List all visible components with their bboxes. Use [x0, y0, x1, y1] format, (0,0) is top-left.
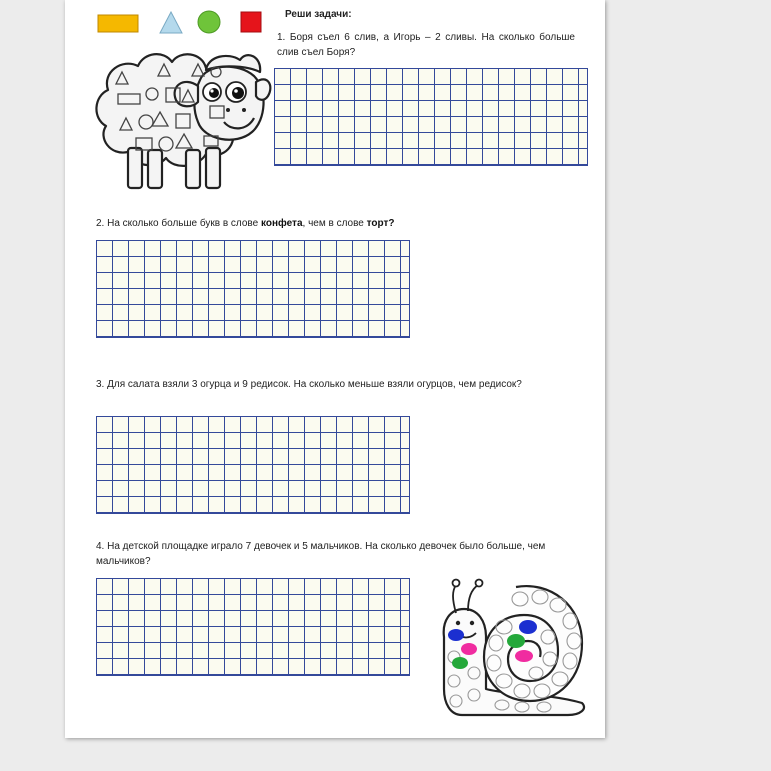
shape-legend	[95, 8, 270, 38]
task-2-text: 2. На сколько больше букв в слове конфета, чем в слове торт?	[96, 218, 395, 229]
answer-grid-1[interactable]	[274, 68, 588, 166]
answer-grid-4[interactable]	[96, 578, 410, 676]
task-1-text: 1. Боря съел 6 слив, а Игорь – 2 сливы. На сколько больше слив съел Боря?	[277, 32, 575, 58]
green-dot	[507, 634, 525, 648]
worksheet-heading: Реши задачи:	[285, 9, 352, 20]
rectangle-shape-icon	[98, 15, 138, 32]
task-3-text: 3. Для салата взяли 3 огурца и 9 редисок. На сколько меньше взяли огурцов, чем редисок?	[96, 379, 522, 390]
pink-dot	[515, 650, 533, 662]
blue-dot	[519, 620, 537, 634]
square-shape-icon	[241, 12, 261, 32]
circle-shape-icon	[198, 11, 220, 33]
sheep-illustration	[88, 42, 273, 202]
snail-illustration	[438, 577, 588, 717]
task-4-text: 4. На детской площадке играло 7 девочек и 5 мальчиков. На сколько девочек было больше, чем мальчиков?	[96, 541, 546, 567]
green-dot	[452, 657, 468, 669]
answer-grid-3[interactable]	[96, 416, 410, 514]
triangle-shape-icon	[160, 12, 182, 33]
pink-dot	[461, 643, 477, 655]
answer-grid-2[interactable]	[96, 240, 410, 338]
blue-dot	[448, 629, 464, 641]
